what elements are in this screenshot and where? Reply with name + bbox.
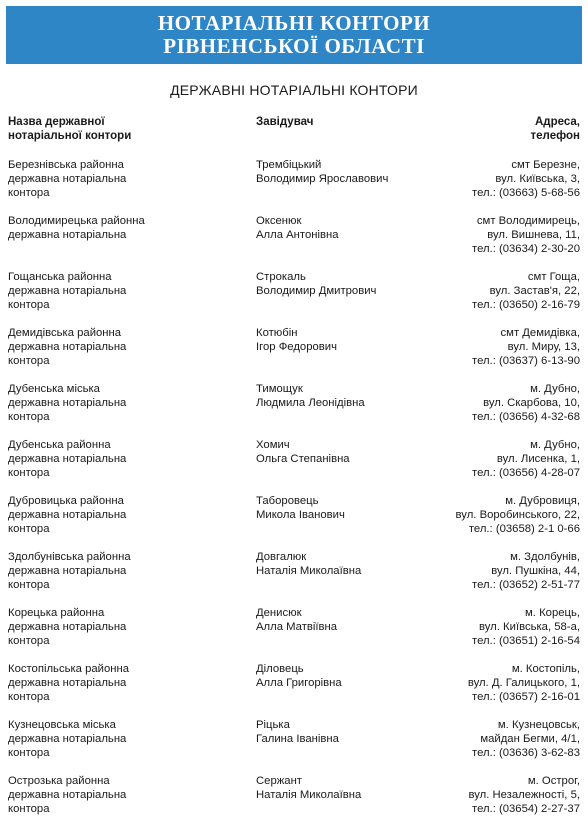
office-name-line: Дубровицька районна <box>8 495 124 507</box>
office-name-line: контора <box>8 299 50 311</box>
office-name-line: контора <box>8 635 50 647</box>
office-name <box>8 270 178 312</box>
office-name-line: контора <box>8 355 50 367</box>
office-address <box>380 718 580 760</box>
office-head-line: Трембіцький <box>256 159 322 171</box>
table-row <box>8 774 580 830</box>
office-address-line: вул. Миру, 13, <box>507 341 580 353</box>
table-row <box>8 214 580 270</box>
office-name-line: державна нотаріальна <box>8 677 127 689</box>
office-name-line: Кузнецовська міська <box>8 719 116 731</box>
office-address-line: м. Костопіль, <box>511 663 580 675</box>
office-head-line: Людмила Леонідівна <box>256 397 365 409</box>
table-row <box>8 158 580 214</box>
page-banner <box>6 6 582 64</box>
section-title: ДЕРЖАВНІ НОТАРІАЛЬНІ КОНТОРИ <box>170 82 418 98</box>
column-header-address <box>531 115 580 143</box>
office-address <box>380 438 580 480</box>
office-name-line: державна нотаріальна <box>8 229 127 241</box>
office-head-line: Сержант <box>256 775 302 787</box>
office-head-line: Оксенюк <box>256 215 302 227</box>
office-address-line: тел.: (03652) 2-51-77 <box>472 579 580 591</box>
office-address-line: м. Дубно, <box>530 383 580 395</box>
office-name-line: Демидівська районна <box>8 327 122 339</box>
office-address-line: тел.: (03663) 5-68-56 <box>472 187 580 199</box>
office-address <box>380 326 580 368</box>
office-address-line: вул. Лисенка, 1, <box>496 453 580 465</box>
office-head-line: Микола Іванович <box>256 509 345 521</box>
office-address-line: тел.: (03657) 2-16-01 <box>472 691 580 703</box>
column-header-head: Завідувач <box>256 116 314 128</box>
office-address-line: м. Острог, <box>527 775 580 787</box>
office-name-line: державна нотаріальна <box>8 565 127 577</box>
column-header-name-line: Назва державної <box>8 116 105 128</box>
office-head-line: Ріцька <box>256 719 290 731</box>
office-name <box>8 214 178 242</box>
office-head-line: Тимощук <box>256 383 303 395</box>
office-address-line: смт Березне, <box>511 159 580 171</box>
office-name-line: контора <box>8 803 50 815</box>
office-head-line: Таборовець <box>256 495 319 507</box>
office-address-line: смт Володимирець, <box>476 215 580 227</box>
office-name <box>8 774 178 816</box>
office-address-line: тел.: (03636) 3-62-83 <box>472 747 580 759</box>
office-name <box>8 550 178 592</box>
office-address-line: тел.: (03654) 2-27-37 <box>472 803 580 815</box>
table-row <box>8 718 580 774</box>
office-name-line: контора <box>8 747 50 759</box>
office-head-line: Алла Антонівна <box>256 229 339 241</box>
office-address-line: вул. Незалежності, 5, <box>468 789 580 801</box>
office-name <box>8 382 178 424</box>
office-name-line: Дубенська міська <box>8 383 100 395</box>
office-address <box>380 214 580 256</box>
office-address-line: тел.: (03656) 4-28-07 <box>472 467 580 479</box>
office-address-line: вул. Київська, 58-а, <box>479 621 580 633</box>
office-head-line: Строкаль <box>256 271 306 283</box>
office-name-line: державна нотаріальна <box>8 173 127 185</box>
office-address-line: вул. Київська, 3, <box>495 173 580 185</box>
office-head-line: Володимир Дмитрович <box>256 285 377 297</box>
office-head-line: Алла Григорівна <box>256 677 342 689</box>
office-address-line: м. Кузнецовськ, <box>497 719 580 731</box>
office-head-line: Ігор Федорович <box>256 341 337 353</box>
office-name <box>8 718 178 760</box>
table-row <box>8 494 580 550</box>
office-address-line: м. Здолбунів, <box>510 551 580 563</box>
office-head-line: Денисюк <box>256 607 302 619</box>
office-head-line: Хомич <box>256 439 290 451</box>
office-address-line: вул. Застав'я, 22, <box>489 285 580 297</box>
office-name <box>8 158 178 200</box>
notary-office-list <box>8 158 580 830</box>
office-address-line: м. Дубровиця, <box>505 495 580 507</box>
office-address-line: м. Дубно, <box>530 439 580 451</box>
office-address-line: вул. Пушкіна, 44, <box>491 565 580 577</box>
column-header-name-line: нотаріальної контори <box>8 130 132 142</box>
column-header-address-line: Адреса, <box>534 116 580 128</box>
office-head-line: Алла Матвіївна <box>256 621 338 633</box>
office-head-line: Ольга Степанівна <box>256 453 350 465</box>
table-row <box>8 382 580 438</box>
office-name-line: Дубенська районна <box>8 439 111 451</box>
office-head-line: Діловець <box>256 663 304 675</box>
office-address <box>380 382 580 424</box>
office-name-line: державна нотаріальна <box>8 453 127 465</box>
office-address <box>380 158 580 200</box>
office-address-line: тел.: (03637) 6-13-90 <box>472 355 580 367</box>
office-address <box>380 270 580 312</box>
office-name-line: контора <box>8 691 50 703</box>
office-address-line: смт Гоща, <box>527 271 580 283</box>
office-address-line: тел.: (03650) 2-16-79 <box>472 299 580 311</box>
office-name-line: контора <box>8 411 50 423</box>
office-address-line: вул. Скарбова, 10, <box>483 397 580 409</box>
office-address <box>380 606 580 648</box>
office-head-line: Котюбін <box>256 327 298 339</box>
office-name-line: державна нотаріальна <box>8 789 127 801</box>
office-name-line: Костопільська районна <box>8 663 130 675</box>
table-row <box>8 438 580 494</box>
office-name-line: державна нотаріальна <box>8 621 127 633</box>
table-row <box>8 606 580 662</box>
office-name <box>8 326 178 368</box>
office-address-line: вул. Воробинського, 22, <box>455 509 580 521</box>
table-row <box>8 550 580 606</box>
office-address-line: вул. Вишнева, 11, <box>487 229 580 241</box>
office-name-line: Гощанська районна <box>8 271 112 283</box>
office-name-line: Острозька районна <box>8 775 110 787</box>
office-name-line: контора <box>8 523 50 535</box>
office-name-line: державна нотаріальна <box>8 397 127 409</box>
office-head-line: Наталія Миколаївна <box>256 565 362 577</box>
column-header-address-line: телефон <box>530 130 580 142</box>
office-name-line: Корецька районна <box>8 607 105 619</box>
office-address <box>380 550 580 592</box>
table-row <box>8 270 580 326</box>
office-address-line: тел.: (03656) 4-32-68 <box>472 411 580 423</box>
table-row <box>8 326 580 382</box>
office-name-line: контора <box>8 579 50 591</box>
office-name-line: державна нотаріальна <box>8 341 127 353</box>
office-name-line: Володимирецька районна <box>8 215 145 227</box>
office-head-line: Довгалюк <box>256 551 307 563</box>
office-address-line: вул. Д. Галицького, 1, <box>467 677 580 689</box>
office-name-line: контора <box>8 467 50 479</box>
office-address <box>380 494 580 536</box>
office-head-line: Володимир Ярославович <box>256 173 389 185</box>
office-name-line: Березнівська районна <box>8 159 124 171</box>
office-head-line: Наталія Миколаївна <box>256 789 362 801</box>
banner-title-line-1: НОТАРІАЛЬНІ КОНТОРИ <box>157 11 431 35</box>
office-address-line: тел.: (03651) 2-16-54 <box>472 635 580 647</box>
office-address-line: смт Демидівка, <box>500 327 580 339</box>
office-name-line: Здолбунівська районна <box>8 551 131 563</box>
table-header <box>8 115 580 145</box>
office-name-line: державна нотаріальна <box>8 509 127 521</box>
office-address <box>380 774 580 816</box>
office-address-line: тел.: (03634) 2-30-20 <box>472 243 580 255</box>
office-name <box>8 662 178 704</box>
column-header-name <box>8 115 158 143</box>
table-row <box>8 662 580 718</box>
office-address <box>380 662 580 704</box>
office-name <box>8 494 178 536</box>
office-address-line: м. Корець, <box>525 607 580 619</box>
banner-title-line-2: РІВНЕНСЬКОЇ ОБЛАСТІ <box>163 34 425 58</box>
office-name <box>8 438 178 480</box>
office-name-line: державна нотаріальна <box>8 733 127 745</box>
office-name <box>8 606 178 648</box>
office-address-line: тел.: (03658) 2-1 0-66 <box>468 523 580 535</box>
office-name-line: контора <box>8 187 50 199</box>
office-name-line: державна нотаріальна <box>8 285 127 297</box>
office-address-line: майдан Бегми, 4/1, <box>480 733 580 745</box>
office-head-line: Галина Іванівна <box>256 733 339 745</box>
